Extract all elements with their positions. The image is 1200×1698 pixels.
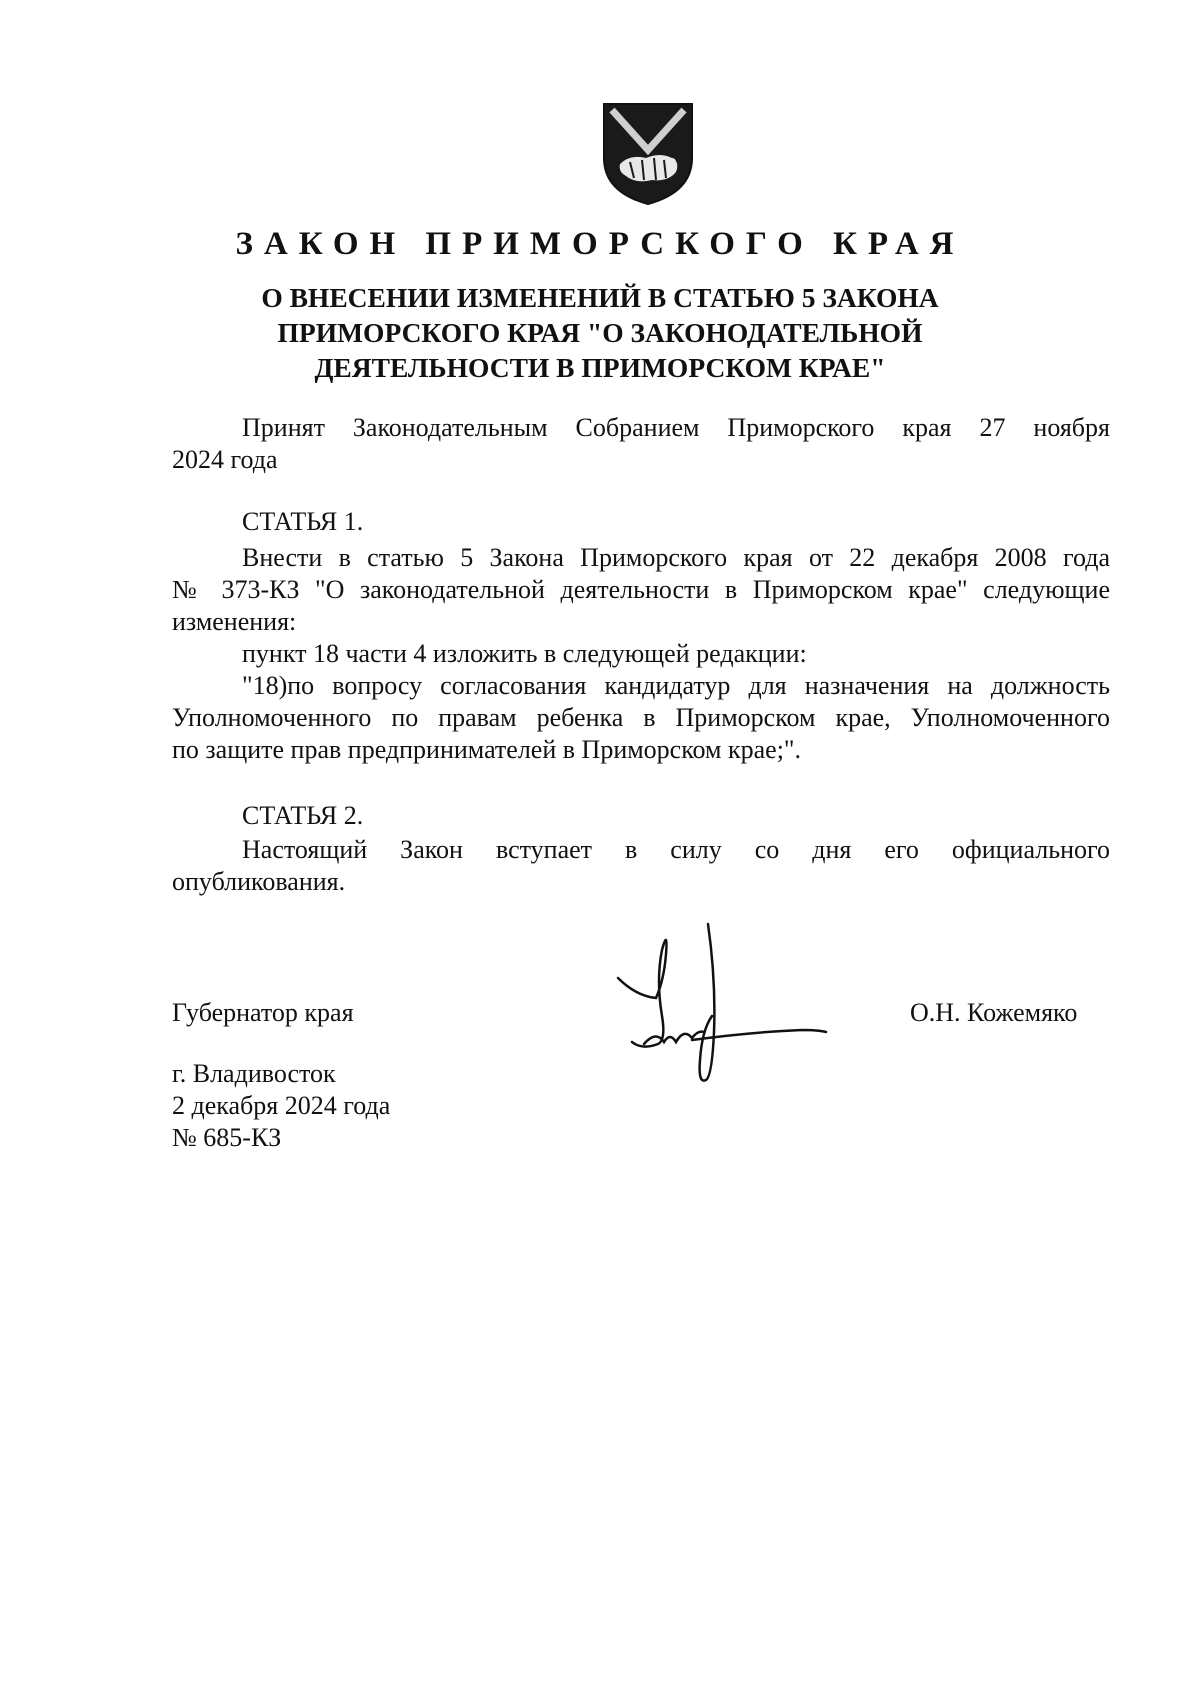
signing-city: г. Владивосток <box>172 1059 336 1088</box>
article-2-body <box>172 834 1110 898</box>
document-type-heading: ЗАКОН ПРИМОРСКОГО КРАЯ <box>235 226 965 262</box>
coat-of-arms-icon <box>600 100 696 208</box>
amendment-line: по защите прав предпринимателей в Приморском крае;". <box>172 735 802 764</box>
adoption-line: Принят Законодательным Собранием Приморского края 27 ноября <box>242 413 1110 442</box>
article-2-heading: СТАТЬЯ 2. <box>242 801 364 830</box>
adoption-line: 2024 года <box>172 445 278 474</box>
article-1-line: Внести в статью 5 Закона Приморского края от 22 декабря 2008 года <box>242 543 1110 572</box>
law-number: № 685-КЗ <box>172 1123 282 1152</box>
article-1-line: № 373-КЗ "О законодательной деятельности в Приморском крае" следующие <box>172 575 1110 604</box>
amendment-line: "18)по вопросу согласования кандидатур для назначения на должность <box>242 671 1110 700</box>
law-title-line: О ВНЕСЕНИИ ИЗМЕНЕНИЙ В СТАТЬЮ 5 ЗАКОНА <box>261 282 939 313</box>
signatory-name: О.Н. Кожемяко <box>910 998 1078 1027</box>
article-1-instruction: пункт 18 части 4 изложить в следующей редакции: <box>242 639 807 668</box>
law-title-line: ДЕЯТЕЛЬНОСТИ В ПРИМОРСКОМ КРАЕ" <box>314 352 886 383</box>
article-2-line: Настоящий Закон вступает в силу со дня его официального <box>242 835 1110 864</box>
article-1-heading: СТАТЬЯ 1. <box>242 507 364 536</box>
article-2-line: опубликования. <box>172 867 346 896</box>
article-1-body <box>172 542 1110 766</box>
signing-date: 2 декабря 2024 года <box>172 1091 391 1120</box>
signatory-title: Губернатор края <box>172 998 354 1027</box>
article-1-line: изменения: <box>172 607 297 636</box>
signing-details <box>172 1058 1110 1154</box>
law-title <box>230 280 970 385</box>
amendment-line: Уполномоченного по правам ребенка в Приморском крае, Уполномоченного <box>172 703 1110 732</box>
adoption-statement <box>172 412 1110 476</box>
law-title-line: ПРИМОРСКОГО КРАЯ "О ЗАКОНОДАТЕЛЬНОЙ <box>277 317 923 348</box>
